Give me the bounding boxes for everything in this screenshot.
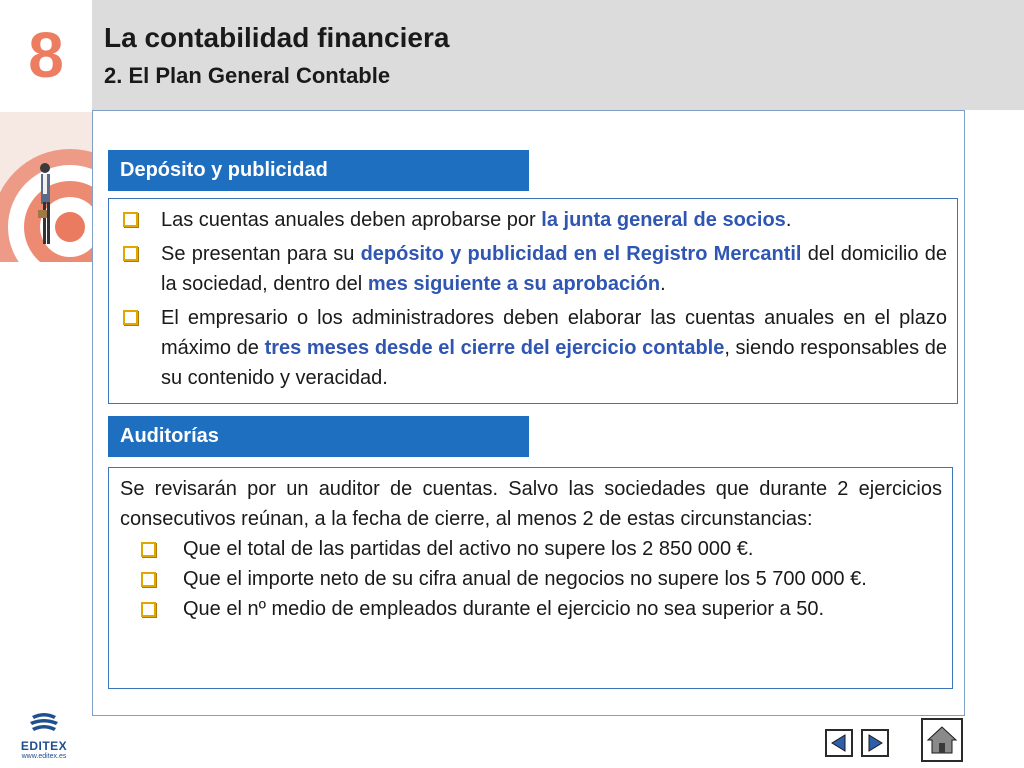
bullet-text: Que el importe neto de su cifra anual de negocios no supere los 5 700 000 €. — [183, 568, 867, 590]
list-item — [137, 594, 942, 624]
bullet-text: del domicilio de la sociedad, dentro del — [161, 243, 947, 295]
page-subtitle: 2. El Plan General Contable — [104, 63, 391, 88]
bullet-highlight: depósito y publicidad en el Registro Mercantil — [360, 243, 802, 265]
home-button[interactable] — [921, 718, 963, 762]
bullet-text: Las cuentas anuales deben aprobarse por — [161, 209, 542, 231]
bullet-text: Que el nº medio de empleados durante el ejercicio no sea superior a 50. — [183, 598, 825, 620]
section-tab-auditorias: Auditorías — [108, 416, 529, 457]
previous-slide-button[interactable] — [825, 729, 853, 757]
next-slide-button[interactable] — [861, 729, 889, 757]
bullet-highlight: la junta general de socios — [541, 209, 786, 231]
bullet-text: , siendo responsables de su contenido y veracidad. — [161, 337, 947, 389]
checkbox-bullet-icon — [141, 572, 156, 587]
logo-url: www.editex.es — [21, 753, 67, 760]
bullet-text: Se presentan para su — [161, 243, 361, 265]
checkbox-bullet-icon — [123, 212, 138, 227]
list-item — [137, 564, 942, 594]
auditorias-box — [108, 467, 953, 689]
arrow-right-icon — [865, 733, 885, 753]
chapter-number: 8 — [28, 19, 64, 91]
checkbox-bullet-icon — [123, 310, 138, 325]
bullet-text: . — [785, 209, 792, 231]
list-item — [123, 239, 947, 299]
bullet-text: El empresario o los administradores deben elaborar las cuentas anuales en el plazo máximo de — [161, 307, 947, 359]
checkbox-bullet-icon — [141, 602, 156, 617]
page-title: La contabilidad financiera — [104, 22, 450, 53]
checkbox-bullet-icon — [141, 542, 156, 557]
home-icon — [926, 724, 958, 756]
logo-text: EDITEX — [20, 739, 68, 753]
auditorias-intro: Se revisarán por un auditor de cuentas. Salvo las sociedades que durante 2 ejercicios consecutivos reúnan, a la fecha de cierre, al menos 2 de estas circunstancias: — [120, 478, 942, 530]
bullet-text: Que el total de las partidas del activo no supere los 2 850 000 €. — [183, 538, 754, 560]
auditorias-bullet-list — [109, 534, 952, 624]
editex-logo-icon — [24, 712, 64, 734]
deposito-bullet-list — [109, 199, 957, 393]
list-item — [137, 534, 942, 564]
list-item — [123, 205, 947, 235]
bullet-highlight: mes siguiente a su aprobación — [367, 273, 661, 295]
list-item — [123, 303, 947, 393]
arrow-left-icon — [829, 733, 849, 753]
bullet-text: . — [660, 273, 666, 295]
bullet-highlight: tres meses desde el cierre del ejercicio contable — [264, 337, 725, 359]
deposito-box — [108, 198, 958, 404]
editex-logo — [14, 712, 74, 762]
header-bar — [92, 0, 1024, 110]
checkbox-bullet-icon — [123, 246, 138, 261]
section-tab-deposito: Depósito y publicidad — [108, 150, 529, 191]
target-person-illustration — [0, 112, 92, 262]
